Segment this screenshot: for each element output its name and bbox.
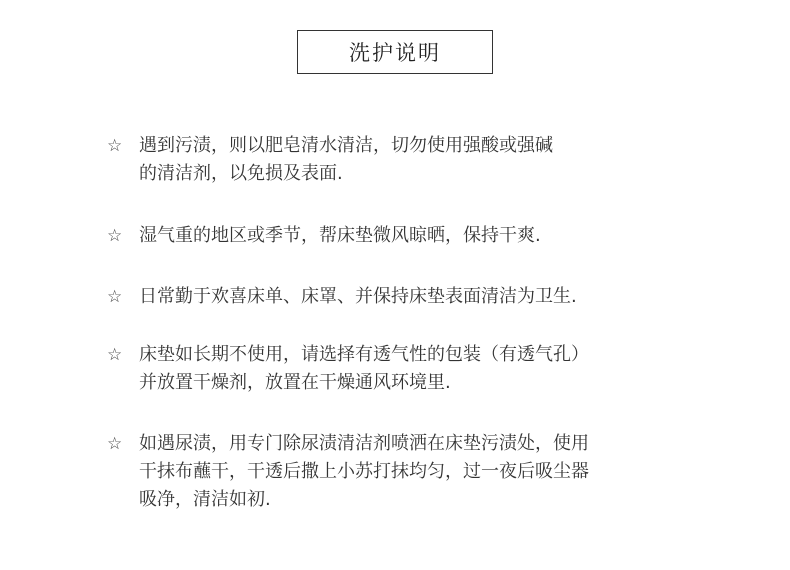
- care-instruction-item: [107, 222, 747, 250]
- instruction-text: 并放置干燥剂，放置在干燥通风环境里.: [139, 372, 451, 393]
- instruction-text: 日常勤于欢喜床单、床罩、并保持床垫表面清洁为卫生.: [139, 286, 577, 307]
- care-instruction-item: [107, 283, 747, 311]
- care-instruction-item: [107, 430, 747, 514]
- instruction-text: 吸净，清洁如初.: [139, 489, 271, 510]
- star-bullet-icon: ☆: [107, 345, 123, 365]
- instruction-text: 床垫如长期不使用，请选择有透气性的包装（有透气孔）: [139, 344, 589, 365]
- care-instruction-item: [107, 132, 747, 188]
- instruction-text: 湿气重的地区或季节，帮床垫微风晾晒，保持干爽.: [139, 225, 541, 246]
- instruction-text: 如遇尿渍，用专门除尿渍清洁剂喷洒在床垫污渍处，使用: [139, 433, 589, 454]
- page-title: 洗护说明: [297, 30, 493, 74]
- star-bullet-icon: ☆: [107, 434, 123, 454]
- instruction-text: 干抹布蘸干，干透后撒上小苏打抹均匀，过一夜后吸尘器: [139, 461, 589, 482]
- star-bullet-icon: ☆: [107, 287, 123, 307]
- care-instruction-item: [107, 341, 747, 397]
- instruction-text: 的清洁剂，以免损及表面.: [139, 163, 343, 184]
- star-bullet-icon: ☆: [107, 136, 123, 156]
- instruction-text: 遇到污渍，则以肥皂清水清洁，切勿使用强酸或强碱: [139, 135, 553, 156]
- star-bullet-icon: ☆: [107, 226, 123, 246]
